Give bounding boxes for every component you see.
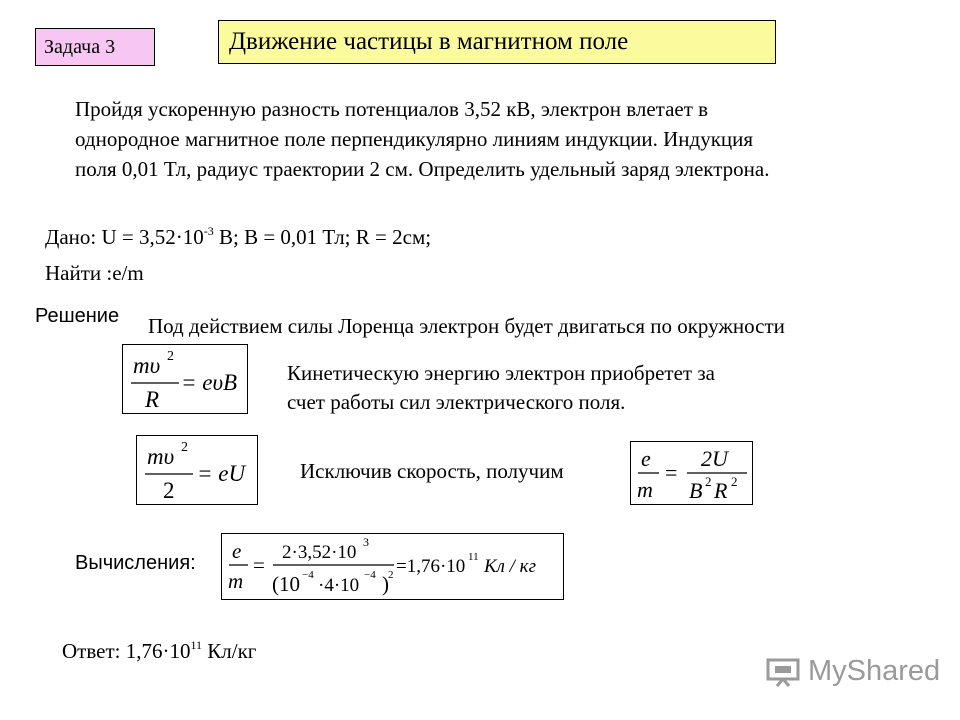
f4-den-exp: 2 bbox=[388, 569, 394, 581]
f4-result: =1,76·10 bbox=[396, 556, 466, 577]
f4-den-close: ) bbox=[382, 572, 389, 596]
answer-part-2: Кл/кг bbox=[202, 639, 257, 663]
given-exponent: -3 bbox=[203, 224, 214, 238]
f4-numerator: 2·3,52·10 bbox=[282, 542, 357, 563]
f3-lhs-den: m bbox=[637, 477, 653, 502]
solution-label: Решение bbox=[35, 305, 120, 327]
find-line: Найти :e/m bbox=[45, 261, 144, 285]
formula-lorentz bbox=[122, 344, 248, 414]
excluding-text: Исключив скорость, получим bbox=[300, 459, 564, 483]
kinetic-line-1: Кинетическую энергию электрон приобретет за bbox=[287, 361, 715, 385]
f4-den-mid: ·4·10 bbox=[318, 575, 360, 596]
f2-denominator: 2 bbox=[163, 478, 175, 503]
watermark bbox=[766, 655, 940, 688]
task-label-text: Задача 3 bbox=[44, 35, 116, 58]
f3-equals: = bbox=[665, 460, 678, 485]
f1-rhs: = eυB bbox=[181, 370, 238, 395]
answer-part-1: Ответ: 1,76·10 bbox=[62, 639, 191, 663]
f3-den-r: R bbox=[714, 478, 728, 503]
slide-title-text: Движение частицы в магнитном поле bbox=[229, 28, 629, 55]
f3-rhs-num: 2U bbox=[701, 446, 728, 471]
kinetic-line-2: счет работы сил электрического поля. bbox=[287, 390, 626, 414]
given-part-1: Дано: U = 3,52·10 bbox=[45, 225, 204, 249]
lorentz-text: Под действием силы Лоренца электрон будет двигаться по окружности bbox=[148, 314, 785, 338]
f4-den-b-exp: −4 bbox=[364, 569, 376, 581]
formula-energy bbox=[136, 435, 258, 505]
problem-line-2: однородное магнитное поле перпендикулярно линиям индукции. Индукция bbox=[75, 127, 754, 151]
f4-equals: = bbox=[253, 553, 265, 577]
f2-num-exponent: 2 bbox=[181, 440, 188, 455]
problem-line-1: Пройдя ускоренную разность потенциалов 3,52 кВ, электрон влетает в bbox=[75, 97, 709, 121]
f3-lhs-num: e bbox=[641, 446, 651, 471]
problem-statement bbox=[75, 94, 905, 184]
projector-icon bbox=[766, 657, 802, 687]
slide-title bbox=[218, 20, 776, 64]
f2-rhs: = eU bbox=[197, 461, 246, 486]
watermark-text: MyShared bbox=[808, 655, 941, 687]
f3-den-r-exp: 2 bbox=[731, 474, 738, 489]
given-data bbox=[45, 224, 431, 250]
f4-unit: Кл / кг bbox=[484, 556, 536, 577]
f3-den-b: B bbox=[689, 478, 703, 503]
answer bbox=[62, 638, 256, 664]
f4-den-a-exp: −4 bbox=[302, 569, 314, 581]
f1-numerator: mυ bbox=[133, 353, 161, 378]
f4-lhs-den: m bbox=[228, 569, 244, 593]
f4-lhs-num: e bbox=[232, 539, 242, 563]
given-part-2: В; В = 0,01 Тл; R = 2см; bbox=[213, 225, 432, 249]
kinetic-text bbox=[287, 359, 807, 417]
formula-calculation bbox=[221, 533, 564, 600]
f2-numerator: mυ bbox=[147, 444, 175, 469]
f4-den-open: (10 bbox=[272, 572, 300, 596]
answer-exponent: 11 bbox=[190, 638, 203, 652]
f1-denominator: R bbox=[145, 387, 160, 412]
formula-specific-charge bbox=[630, 441, 753, 505]
f1-num-exponent: 2 bbox=[167, 349, 174, 364]
f4-num-exp: 3 bbox=[363, 535, 369, 549]
calculation-label: Вычисления: bbox=[75, 552, 196, 574]
f4-result-exp: 11 bbox=[468, 551, 479, 563]
f3-den-b-exp: 2 bbox=[705, 474, 712, 489]
task-label bbox=[35, 28, 155, 66]
problem-line-3: поля 0,01 Тл, радиус траектории 2 см. Определить удельный заряд электрона. bbox=[75, 157, 770, 181]
